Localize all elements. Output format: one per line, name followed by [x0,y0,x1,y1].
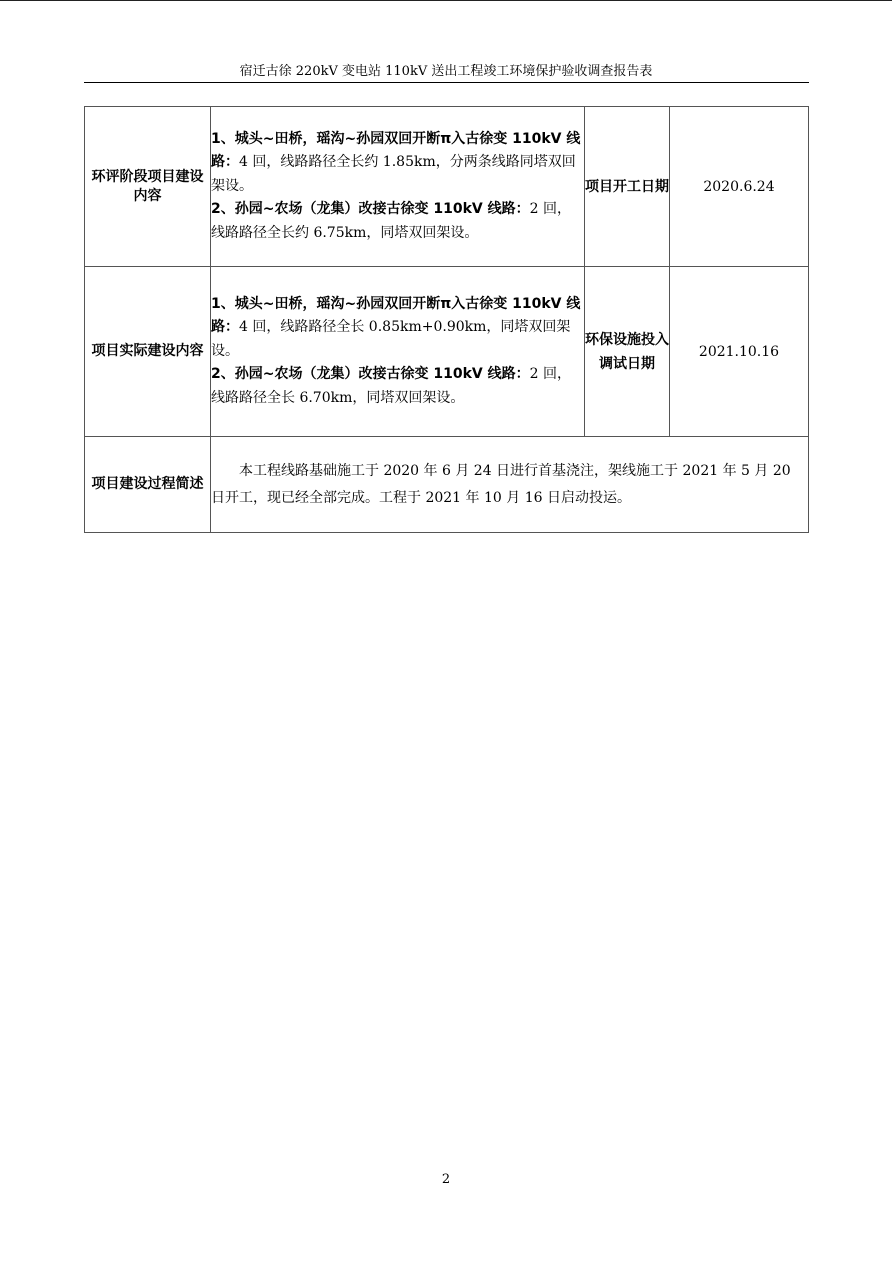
actual-item2-text: 2 回，线路路径全长 6.70km，同塔双回架设。 [211,366,571,406]
commissioning-date-value: 2021.10.16 [670,267,809,437]
eia-stage-content-label: 环评阶段项目建设内容 [85,107,211,267]
table-row-eia-stage [85,107,809,267]
page-top-edge [0,0,892,1]
actual-item1-text: 4 回，线路路径全长 0.85km+0.90km，同塔双回架设。 [211,319,571,359]
actual-item1-title: 1、城头~田桥，瑶沟~孙园双回开断π入古徐变 110kV 线路： [211,295,581,336]
report-header-title: 宿迁古徐 220kV 变电站 110kV 送出工程竣工环境保护验收调查报告表 [239,64,653,79]
process-summary-label: 项目建设过程简述 [85,437,211,533]
eia-item1-title: 1、城头~田桥，瑶沟~孙园双回开断π入古徐变 110kV 线路： [211,130,581,171]
actual-item2-title: 2、孙园~农场（龙集）改接古徐变 110kV 线路： [211,366,530,383]
start-date-value: 2020.6.24 [670,107,809,267]
process-summary-text: 本工程线路基础施工于 2020 年 6 月 24 日进行首基浇注，架线施工于 2021 年 5 月 20 日开工，现已经全部完成。工程于 2021 年 10 月 16 日启动投运。 [211,437,809,533]
table-row-actual-construction [85,267,809,437]
actual-content-label: 项目实际建设内容 [85,267,211,437]
actual-content [211,267,585,437]
header-rule [84,82,809,83]
commissioning-date-label: 环保设施投入调试日期 [585,267,670,437]
eia-item2-title: 2、孙园~农场（龙集）改接古徐变 110kV 线路： [211,201,530,218]
eia-stage-content [211,107,585,267]
eia-item1-text: 4 回，线路路径全长约 1.85km，分两条线路同塔双回架设。 [211,154,576,194]
project-info-table [84,106,809,533]
table-row-process [85,437,809,533]
start-date-label: 项目开工日期 [585,107,670,267]
eia-item2-text: 2 回，线路路径全长约 6.75km，同塔双回架设。 [211,201,571,241]
page-number: 2 [441,1172,451,1187]
